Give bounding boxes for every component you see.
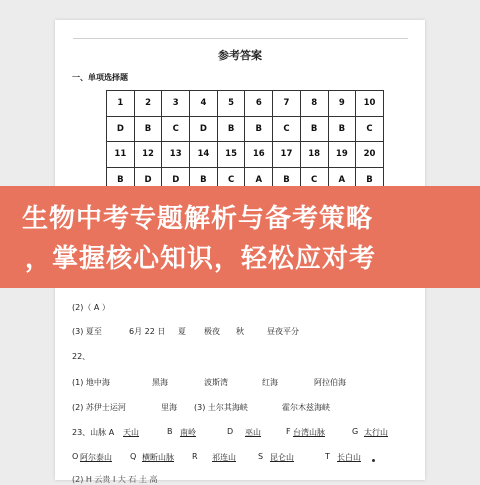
q22-1-label: (1) 地中海: [72, 378, 110, 387]
answer-table-cell: C: [356, 116, 384, 142]
q21-3-b: 极夜: [204, 327, 220, 336]
answer-table-cell: B: [245, 116, 273, 142]
answer-table-cell: 14: [190, 142, 218, 168]
answer-table-cell: C: [300, 167, 328, 193]
answer-table-cell: B: [300, 116, 328, 142]
q23-g-label: G: [352, 427, 359, 436]
q23-a: 天山: [123, 428, 139, 437]
answer-table-cell: C: [217, 167, 245, 193]
answer-table-cell: B: [328, 116, 356, 142]
answer-table-cell: 13: [162, 142, 190, 168]
q23-d: 巫山: [245, 428, 261, 437]
q23-s-label: S: [258, 452, 264, 461]
answer-table-cell: D: [190, 116, 218, 142]
answer-table-cell: D: [162, 167, 190, 193]
q23-d-label: D: [227, 427, 234, 436]
answer-table-cell: 8: [300, 91, 328, 117]
answer-table-cell: B: [273, 167, 301, 193]
q22-2-c: 霍尔木兹海峡: [282, 403, 330, 412]
q21-3-label: (3) 夏至: [72, 327, 102, 336]
q23-t: 长白山: [337, 453, 361, 462]
answer-table-cell: 2: [134, 91, 162, 117]
answer-table-cell: B: [107, 167, 135, 193]
answer-table-cell: 5: [217, 91, 245, 117]
answer-table-cell: 19: [328, 142, 356, 168]
q21-3-a: 夏: [178, 327, 186, 336]
answer-table: [106, 90, 384, 193]
q22-1-a: 黑海: [152, 378, 168, 387]
answer-table-cell: 12: [134, 142, 162, 168]
q23-q: 横断山脉: [142, 453, 174, 462]
q22-2-a: 里海: [161, 403, 177, 412]
answer-table-cell: 15: [217, 142, 245, 168]
q23-b: 南岭: [180, 428, 196, 437]
q22-1-c: 红海: [262, 378, 278, 387]
section-heading: 一、单项选择题: [72, 73, 128, 82]
q23-r: 祁连山: [212, 453, 236, 462]
answer-table-cell: C: [273, 116, 301, 142]
answer-table-cell: 10: [356, 91, 384, 117]
answer-table-cell: 11: [107, 142, 135, 168]
title-banner: [0, 186, 480, 288]
answer-table-cell: 4: [190, 91, 218, 117]
answer-table-cell: 1: [107, 91, 135, 117]
answer-table-cell: A: [328, 167, 356, 193]
answer-table-cell: 20: [356, 142, 384, 168]
answer-table-cell: B: [134, 116, 162, 142]
q23-f: 台湾山脉: [293, 428, 325, 437]
q23-q-label: Q: [130, 452, 137, 461]
q23-s: 昆仑山: [270, 453, 294, 462]
q22-2-b: (3) 土尔其海峡: [194, 403, 248, 412]
answer-table-cell: D: [134, 167, 162, 193]
q21-3-date: 6月 22 日: [129, 327, 166, 336]
q21-3-c: 秋: [236, 327, 244, 336]
answer-table-cell: 16: [245, 142, 273, 168]
q23-o-label: O: [72, 452, 79, 461]
q22-2-label: (2) 苏伊士运河: [72, 403, 126, 412]
period-dot: [372, 459, 375, 462]
q22-1-d: 阿拉伯海: [314, 378, 346, 387]
q21-3-d: 昼夜平分: [267, 327, 299, 336]
q23-t-label: T: [325, 452, 330, 461]
answer-table-cell: 3: [162, 91, 190, 117]
answer-table-cell: B: [190, 167, 218, 193]
answer-table-cell: 9: [328, 91, 356, 117]
answer-table-cell: D: [107, 116, 135, 142]
q23-o: 阿尔泰山: [80, 453, 112, 462]
q21-2: (2)（ A ）: [72, 303, 110, 312]
banner-line-1: 生物中考专题解析与备考策略: [22, 204, 374, 234]
q23-g: 太行山: [364, 428, 388, 437]
answer-table-cell: C: [162, 116, 190, 142]
q22-label: 22、: [72, 352, 91, 361]
q23-b-label: B: [167, 427, 173, 436]
answer-table-cell: 18: [300, 142, 328, 168]
answer-table-row: [107, 91, 384, 117]
answer-table-cell: B: [356, 167, 384, 193]
answer-table-cell: 17: [273, 142, 301, 168]
q23-f-label: F: [286, 427, 291, 436]
q23-row3: (2) H 云贵 I 大 石 土 高: [72, 475, 158, 484]
page-title: 参考答案: [218, 49, 262, 62]
answer-table-cell: 7: [273, 91, 301, 117]
answer-table-cell: B: [217, 116, 245, 142]
banner-line-2: ，掌握核心知识，轻松应对考: [25, 244, 377, 274]
answer-table-cell: 6: [245, 91, 273, 117]
header-divider: [73, 38, 408, 39]
answer-table-row: [107, 142, 384, 168]
answer-table-cell: A: [245, 167, 273, 193]
q22-1-b: 波斯湾: [204, 378, 228, 387]
q23-prefix: 23、山脉 A: [72, 428, 115, 437]
answer-table-row: [107, 116, 384, 142]
q23-r-label: R: [192, 452, 198, 461]
